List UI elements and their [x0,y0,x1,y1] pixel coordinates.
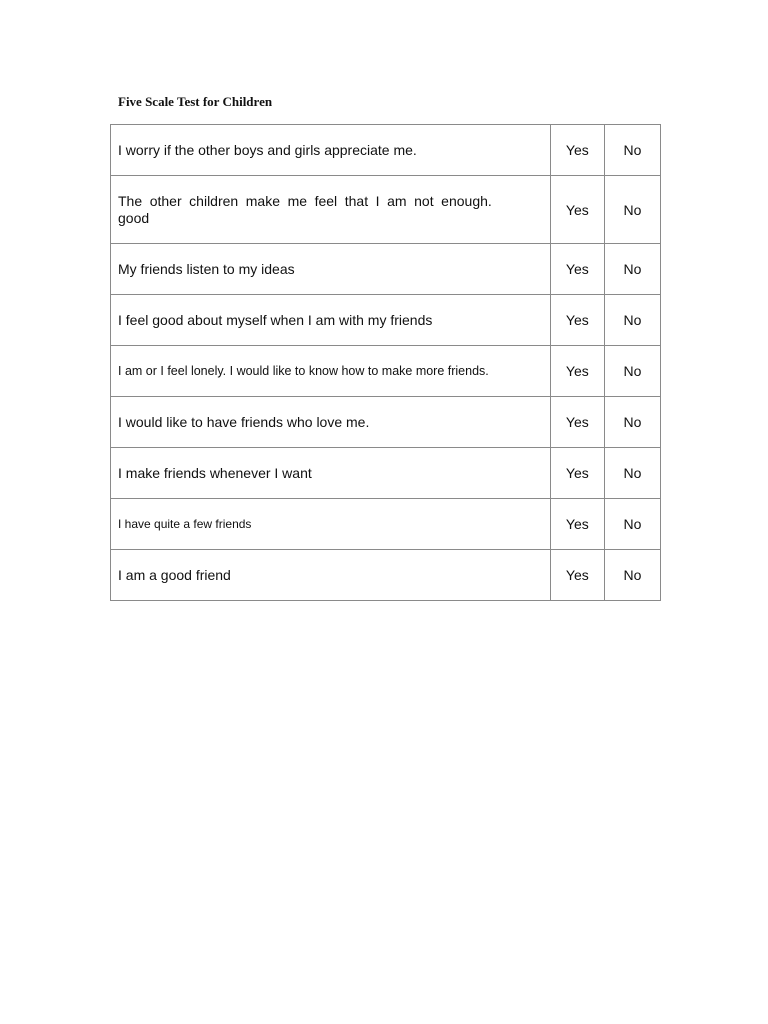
table-row [111,346,661,397]
no-option[interactable]: No [604,346,660,397]
no-option[interactable]: No [604,448,660,499]
yes-option[interactable]: Yes [550,244,604,295]
table-row [111,125,661,176]
yes-option[interactable]: Yes [550,550,604,601]
no-option[interactable]: No [604,499,660,550]
question-cell: I am a good friend [111,550,551,601]
question-text-wrap: good [118,210,150,226]
no-option[interactable]: No [604,295,660,346]
document-title: Five Scale Test for Children [118,94,273,109]
no-option[interactable]: No [604,176,660,244]
no-option[interactable]: No [604,244,660,295]
question-text: The other children make me feel that I am not enough. [118,193,492,209]
table-row [111,176,661,244]
no-option[interactable]: No [604,397,660,448]
question-cell: I have quite a few friends [111,499,551,550]
question-cell: I would like to have friends who love me. [111,397,551,448]
question-cell: I am or I feel lonely. I would like to know how to make more friends. [111,346,551,397]
table-row [111,295,661,346]
yes-option[interactable]: Yes [550,295,604,346]
yes-option[interactable]: Yes [550,125,604,176]
questionnaire-table [110,124,661,601]
yes-option[interactable]: Yes [550,346,604,397]
yes-option[interactable]: Yes [550,499,604,550]
question-cell: My friends listen to my ideas [111,244,551,295]
question-cell: I worry if the other boys and girls appreciate me. [111,125,551,176]
question-cell: I make friends whenever I want [111,448,551,499]
question-cell: I feel good about myself when I am with my friends [111,295,551,346]
yes-option[interactable]: Yes [550,397,604,448]
table-row [111,397,661,448]
yes-option[interactable]: Yes [550,448,604,499]
table-row [111,448,661,499]
question-cell [111,176,551,244]
no-option[interactable]: No [604,550,660,601]
table-row [111,499,661,550]
no-option[interactable]: No [604,125,660,176]
yes-option[interactable]: Yes [550,176,604,244]
table-row [111,550,661,601]
table-row [111,244,661,295]
